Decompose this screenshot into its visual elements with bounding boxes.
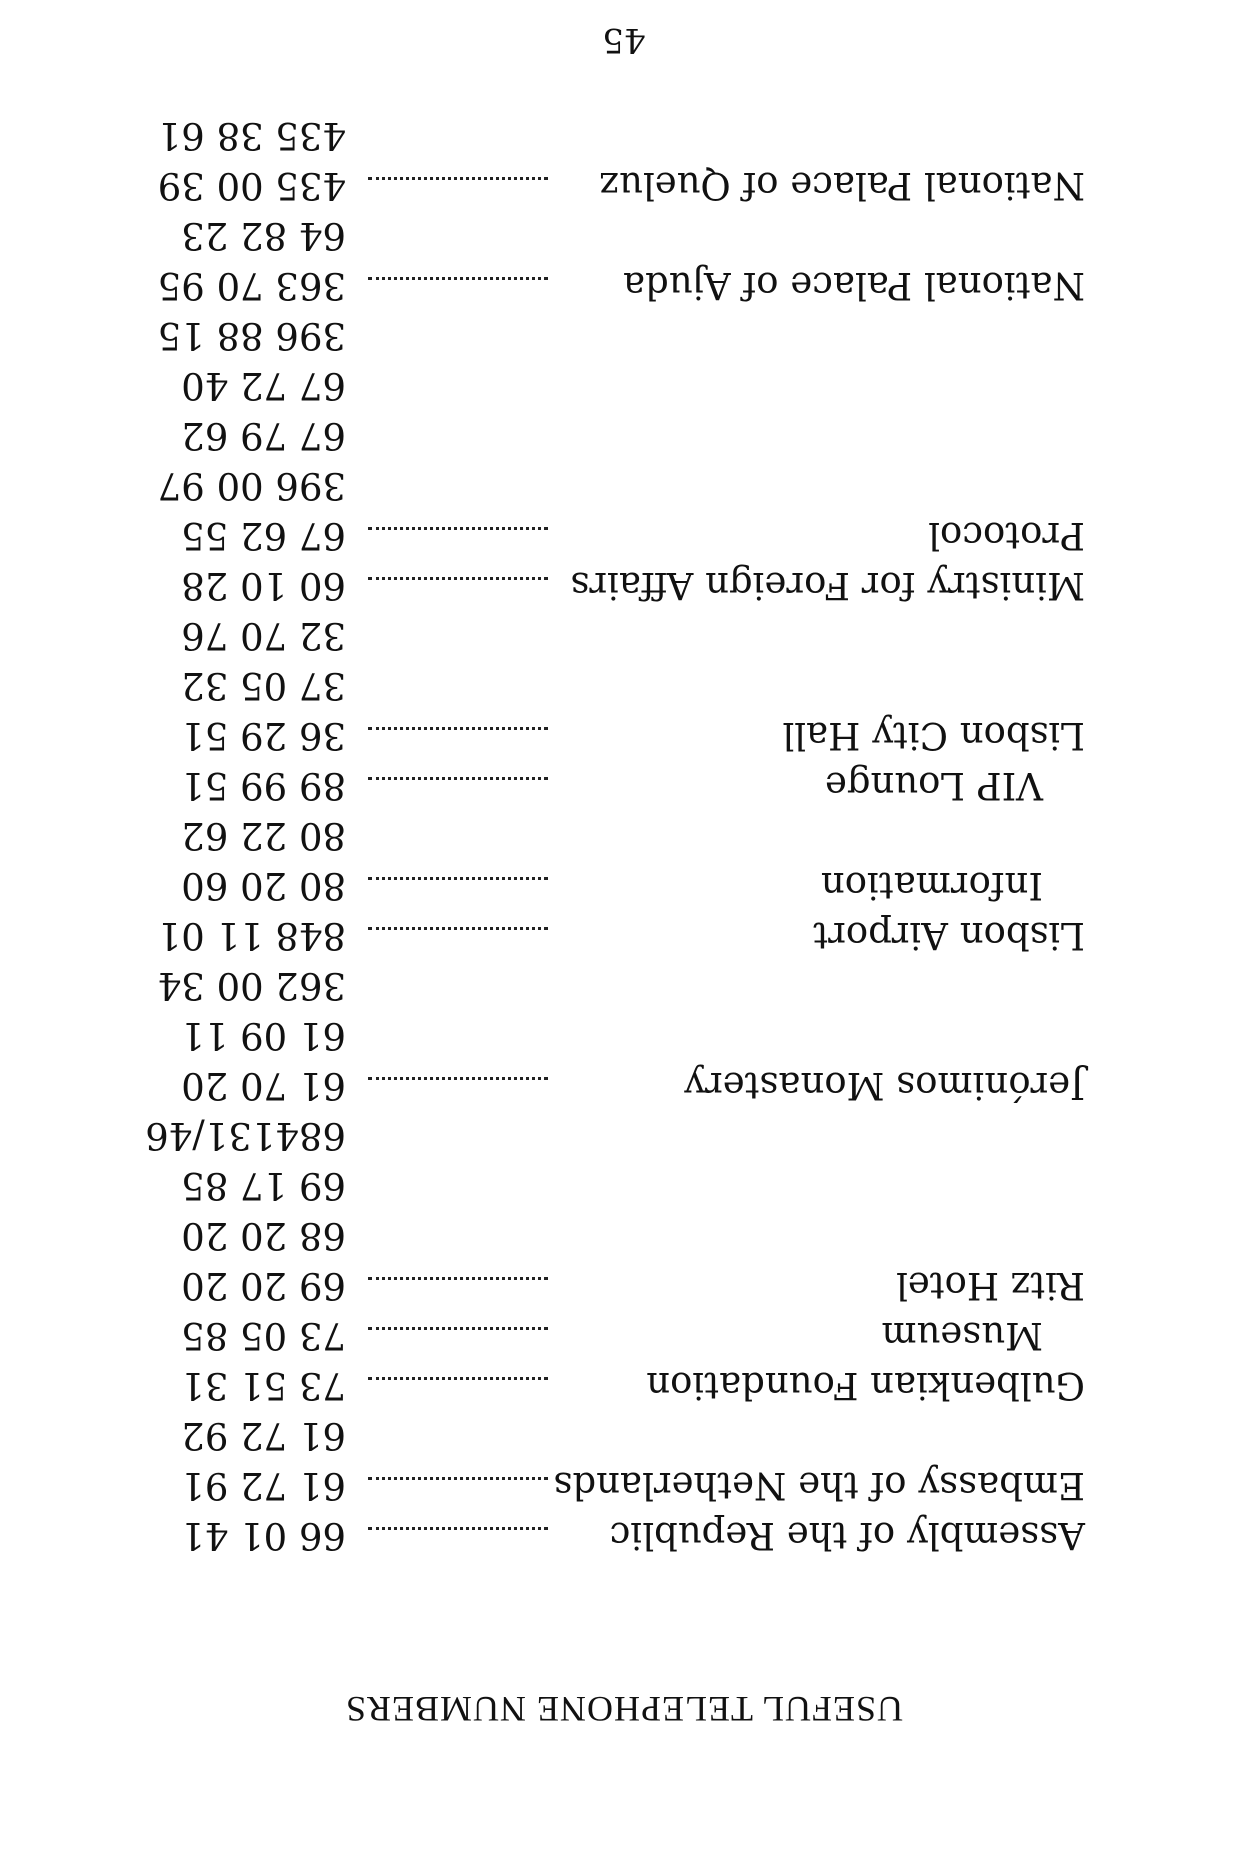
- entry-label: Lisbon Airport: [813, 914, 1085, 957]
- entry-label: Assembly of the Republic: [609, 1514, 1085, 1557]
- phone-number: 848 11 01: [157, 914, 346, 957]
- directory-row: [0, 1060, 1248, 1110]
- directory-row: [0, 410, 1248, 460]
- phone-number: 396 88 15: [157, 314, 346, 357]
- phone-number: 61 09 11: [181, 1014, 346, 1057]
- phone-number: 396 00 97: [157, 464, 346, 507]
- phone-number: 64 82 23: [181, 214, 346, 257]
- directory-row: [0, 210, 1248, 260]
- page-number: 45: [602, 20, 646, 60]
- phone-number: 362 00 34: [157, 964, 346, 1007]
- phone-number: 80 20 60: [181, 864, 346, 907]
- entry-label: Jerónimos Monastery: [684, 1064, 1085, 1107]
- directory-row: [0, 660, 1248, 710]
- entry-label: Ministry for Foreign Affairs: [570, 564, 1085, 607]
- phone-number: 89 99 51: [181, 764, 346, 807]
- directory-row: [0, 510, 1248, 560]
- leader-dots: [368, 1327, 548, 1350]
- phone-number: 61 72 91: [181, 1464, 346, 1507]
- leader-dots: [368, 777, 548, 800]
- phone-number: 36 29 51: [181, 714, 346, 757]
- leader-dots: [368, 527, 548, 550]
- directory-row: [0, 1210, 1248, 1260]
- directory-row: [0, 260, 1248, 310]
- phone-number: 61 72 92: [181, 1414, 346, 1457]
- entry-label: National Palace of Queluz: [599, 164, 1085, 207]
- entry-label: Ritz Hotel: [896, 1264, 1085, 1307]
- phone-number: 67 79 62: [181, 414, 346, 457]
- leader-dots: [368, 277, 548, 300]
- leader-dots: [368, 1527, 548, 1550]
- directory-row: [0, 1410, 1248, 1460]
- leader-dots: [368, 1077, 548, 1100]
- phone-number: 363 70 95: [157, 264, 346, 307]
- directory-row: [0, 910, 1248, 960]
- directory-row: [0, 860, 1248, 910]
- directory-row: [0, 310, 1248, 360]
- phone-number: 32 70 76: [181, 614, 346, 657]
- directory-row: [0, 1010, 1248, 1060]
- directory-row: [0, 1110, 1248, 1160]
- leader-dots: [368, 927, 548, 950]
- phone-directory: [0, 110, 1248, 1560]
- entry-label: Museum: [881, 1314, 1043, 1357]
- leader-dots: [368, 577, 548, 600]
- directory-row: [0, 960, 1248, 1010]
- leader-dots: [368, 877, 548, 900]
- entry-label: Information: [820, 864, 1043, 907]
- entry-label: VIP Lounge: [824, 764, 1043, 807]
- directory-row: [0, 1360, 1248, 1410]
- phone-number: 66 01 41: [181, 1514, 346, 1557]
- phone-number: 435 38 61: [157, 114, 346, 157]
- directory-row: [0, 360, 1248, 410]
- entry-label: Embassy of the Netherlands: [553, 1464, 1085, 1507]
- entry-label: Lisbon City Hall: [782, 714, 1085, 757]
- directory-row: [0, 460, 1248, 510]
- phone-number: 68 20 20: [181, 1214, 346, 1257]
- phone-number: 80 22 62: [181, 814, 346, 857]
- phone-number: 60 10 28: [181, 564, 346, 607]
- phone-number: 73 05 85: [181, 1314, 346, 1357]
- leader-dots: [368, 1277, 548, 1300]
- leader-dots: [368, 1377, 548, 1400]
- directory-row: [0, 110, 1248, 160]
- phone-number: 67 62 55: [181, 514, 346, 557]
- directory-row: [0, 760, 1248, 810]
- directory-row: [0, 610, 1248, 660]
- phone-number: 69 20 20: [181, 1264, 346, 1307]
- phone-number: 435 00 39: [157, 164, 346, 207]
- phone-number: 684131/46: [145, 1114, 346, 1157]
- entry-label: Protocol: [928, 514, 1085, 557]
- directory-row: [0, 160, 1248, 210]
- page-title: USEFUL TELEPHONE NUMBERS: [344, 1689, 904, 1729]
- directory-row: [0, 560, 1248, 610]
- directory-row: [0, 1260, 1248, 1310]
- directory-row: [0, 1310, 1248, 1360]
- directory-row: [0, 710, 1248, 760]
- phone-number: 37 05 32: [181, 664, 346, 707]
- phone-number: 73 51 31: [181, 1364, 346, 1407]
- directory-row: [0, 1510, 1248, 1560]
- leader-dots: [368, 727, 548, 750]
- directory-row: [0, 810, 1248, 860]
- entry-label: National Palace of Ajuda: [623, 264, 1085, 307]
- leader-dots: [368, 1477, 548, 1500]
- directory-row: [0, 1460, 1248, 1510]
- directory-row: [0, 1160, 1248, 1210]
- leader-dots: [368, 177, 548, 200]
- phone-number: 69 17 85: [181, 1164, 346, 1207]
- phone-number: 61 70 20: [181, 1064, 346, 1107]
- entry-label: Gulbenkian Foundation: [646, 1364, 1085, 1407]
- phone-number: 67 72 40: [181, 364, 346, 407]
